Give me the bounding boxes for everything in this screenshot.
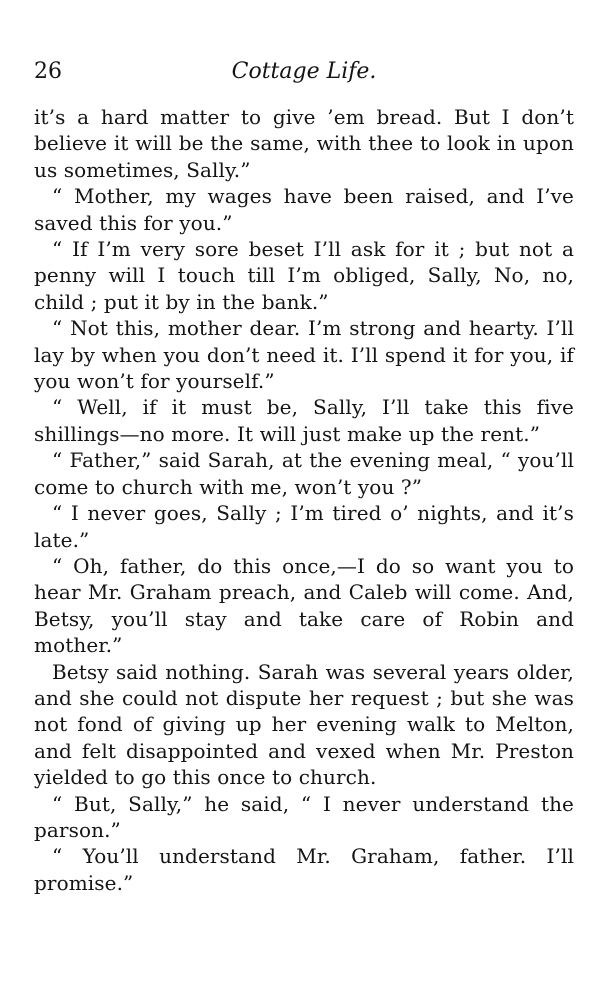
paragraph: “ You’ll understand Mr. Graham, father. I’ll promise.”	[34, 844, 574, 895]
body-text	[34, 104, 574, 896]
paragraph: “ Well, if it must be, Sally, I’ll take this five shillings—no more. It will just make up the rent.”	[34, 395, 574, 446]
paragraph: “ Not this, mother dear. I’m strong and hearty. I’ll lay by when you don’t need it. I’ll spend it for you, if you won’t for yourself.”	[34, 316, 574, 394]
running-title: Cottage Life.	[231, 59, 377, 84]
paragraph: “ Father,” said Sarah, at the evening meal, “ you’ll come to church with me, won’t you ?”	[34, 448, 574, 499]
paragraph: “ I never goes, Sally ; I’m tired o’ nights, and it’s late.”	[34, 501, 574, 552]
paragraph: “ Mother, my wages have been raised, and I’ve saved this for you.”	[34, 184, 574, 235]
running-head	[34, 52, 574, 92]
paragraph-continued: it’s a hard matter to give ’em bread. But I don’t believe it will be the same, with thee to look in upon us sometimes, Sally.”	[34, 105, 574, 182]
paragraph: “ But, Sally,” he said, “ I never understand the parson.”	[34, 791, 574, 842]
page-number: 26	[34, 59, 62, 84]
paragraph: “ Oh, father, do this once,—I do so want you to hear Mr. Graham preach, and Caleb will come. And, Betsy, you’ll stay and take care of Robin and mother.”	[34, 553, 574, 658]
paragraph: “ If I’m very sore beset I’ll ask for it ; but not a penny will I touch till I’m obliged, Sally, No, no, child ; put it by in the bank.”	[34, 237, 574, 314]
book-page	[34, 52, 574, 896]
paragraph: Betsy said nothing. Sarah was several years older, and she could not dispute her request ; but she was not fond of giving up her evening walk to Melton, and felt disappointed and vexed when Mr. Preston yielded to go this once to church.	[34, 659, 574, 790]
